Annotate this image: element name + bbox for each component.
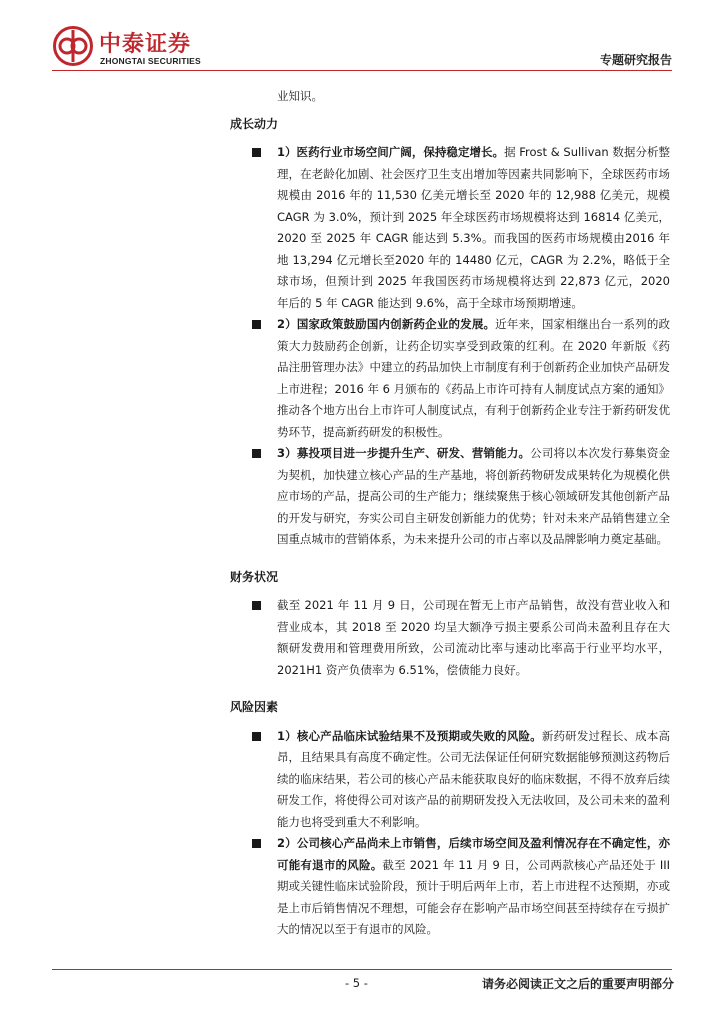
report-body (230, 86, 670, 941)
header-divider (52, 70, 672, 71)
logo-chinese-name: 中泰证券 (99, 32, 192, 57)
growth-item (230, 142, 670, 314)
company-logo (53, 26, 233, 72)
logo-english-name: ZHONGTAI SECURITIES (100, 56, 201, 66)
finance-item (230, 595, 670, 681)
square-bullet-icon (252, 601, 261, 610)
page-number: - 5 - (345, 976, 368, 990)
page-header (0, 0, 724, 80)
square-bullet-icon (252, 839, 261, 848)
report-type-label: 专题研究报告 (599, 53, 672, 67)
risk-item-lead: 1）核心产品临床试验结果不及预期或失败的风险。 (277, 728, 542, 743)
section-title-growth: 成长动力 (230, 116, 279, 131)
growth-item-text: 据 Frost & Sullivan 数据分析整理，在老龄化加剧、社会医疗卫生支出增加等因素共同影响下，全球医药市场规模由 2016 年的 11,530 亿美元增长至 2020 年的 12,988 亿美元，规模 CAGR 为 3.0%，预计到 2025 年全球医药市场规模将达到 16814 亿美元，2020 至 2025 年 CAGR 能达到 5.3%。而我国的医药市场规模由2016 年地 13,294 亿元增长至2020 年的 14480 亿元，CAGR 为 2.2%，略低于全球市场，但预计到 2025 年我国医药市场规模将达到 22,873 亿元，2020 年后的 5 年 CAGR 能达到 9.6%，高于全球市场预期增速。 (277, 145, 671, 310)
square-bullet-icon (252, 148, 261, 157)
risk-item-text: 截至 2021 年 11 月 9 日，公司两款核心产品还处于 III 期或关键性临床试验阶段，预计于明后两年上市，若上市进程不达预期，亦或是上市后销售情况不理想，可能会存在影响产品市场空间甚至持续存在亏损扩大的情况以至于有退市的风险。 (277, 857, 671, 936)
growth-item-lead: 1）医药行业市场空间广阔，保持稳定增长。 (277, 145, 505, 159)
growth-item-text: 公司将以本次发行募集资金为契机，加快建立核心产品的生产基地，将创新药物研发成果转化为规模化供应市场的产品，提高公司的生产能力；继续聚焦于核心领域研发其他创新产品的开发与研究，夯实公司自主研发创新能力的优势；针对未来产品销售建立全国重点城市的营销体系，为未来提升公司的市占率以及品牌影响力奠定基础。 (277, 446, 671, 546)
disclaimer-note: 请务必阅读正文之后的重要声明部分 (481, 977, 674, 991)
growth-item-text: 近年来，国家相继出台一系列的政策大力鼓励药企创新，让药企切实享受到政策的红利。在 2020 年新版《药品注册管理办法》中建立的药品加快上市制度有利于创新药企业加快产品研发上市进程；2016 年 6 月颁布的《药品上市许可持有人制度试点方案的通知》推动各个地方出台上市许可人制度试点，有利于创新药企业专注于新药研发优势环节，提高新药研发的积极性。 (277, 317, 671, 439)
risk-item (230, 726, 670, 834)
risk-item (230, 833, 670, 941)
footer-divider (52, 969, 672, 970)
growth-item (230, 314, 670, 443)
section-title-risk: 风险因素 (230, 700, 279, 714)
intro-tail-text: 业知识。 (277, 89, 323, 103)
risk-item-text: 新药研发过程长、成本高昂，且结果具有高度不确定性。公司无法保证任何研究数据能够预测这药物后续的临床结果，若公司的核心产品未能获取良好的临床数据，不得不放弃后续研发工作，将使得公司对该产品的前期研发投入无法收回，及公司未来的盈利能力也将受到重大不利影响。 (277, 728, 671, 829)
square-bullet-icon (252, 320, 261, 329)
square-bullet-icon (252, 449, 261, 458)
risk-item-lead: 2）公司核心产品尚未上市销售，后续市场空间及盈利情况存在不确定性，亦可能有退市的风险。 (277, 836, 670, 872)
finance-text: 截至 2021 年 11 月 9 日，公司现在暂无上市产品销售，故没有营业收入和营业成本，其 2018 至 2020 均呈大额净亏损主要系公司尚未盈利且存在大额研发费用和管理费用所致，公司流动比率与速动比率高于行业平均水平，2021H1 资产负债率为 6.51%，偿债能力良好。 (277, 598, 670, 677)
section-title-finance: 财务状况 (230, 569, 279, 584)
growth-item-lead: 2）国家政策鼓励国内创新药企业的发展。 (277, 317, 496, 331)
growth-item-lead: 3）募投项目进一步提升生产、研发、营销能力。 (277, 446, 531, 460)
square-bullet-icon (252, 732, 261, 741)
zhongtai-logo-icon (53, 26, 93, 66)
growth-item (230, 443, 670, 551)
